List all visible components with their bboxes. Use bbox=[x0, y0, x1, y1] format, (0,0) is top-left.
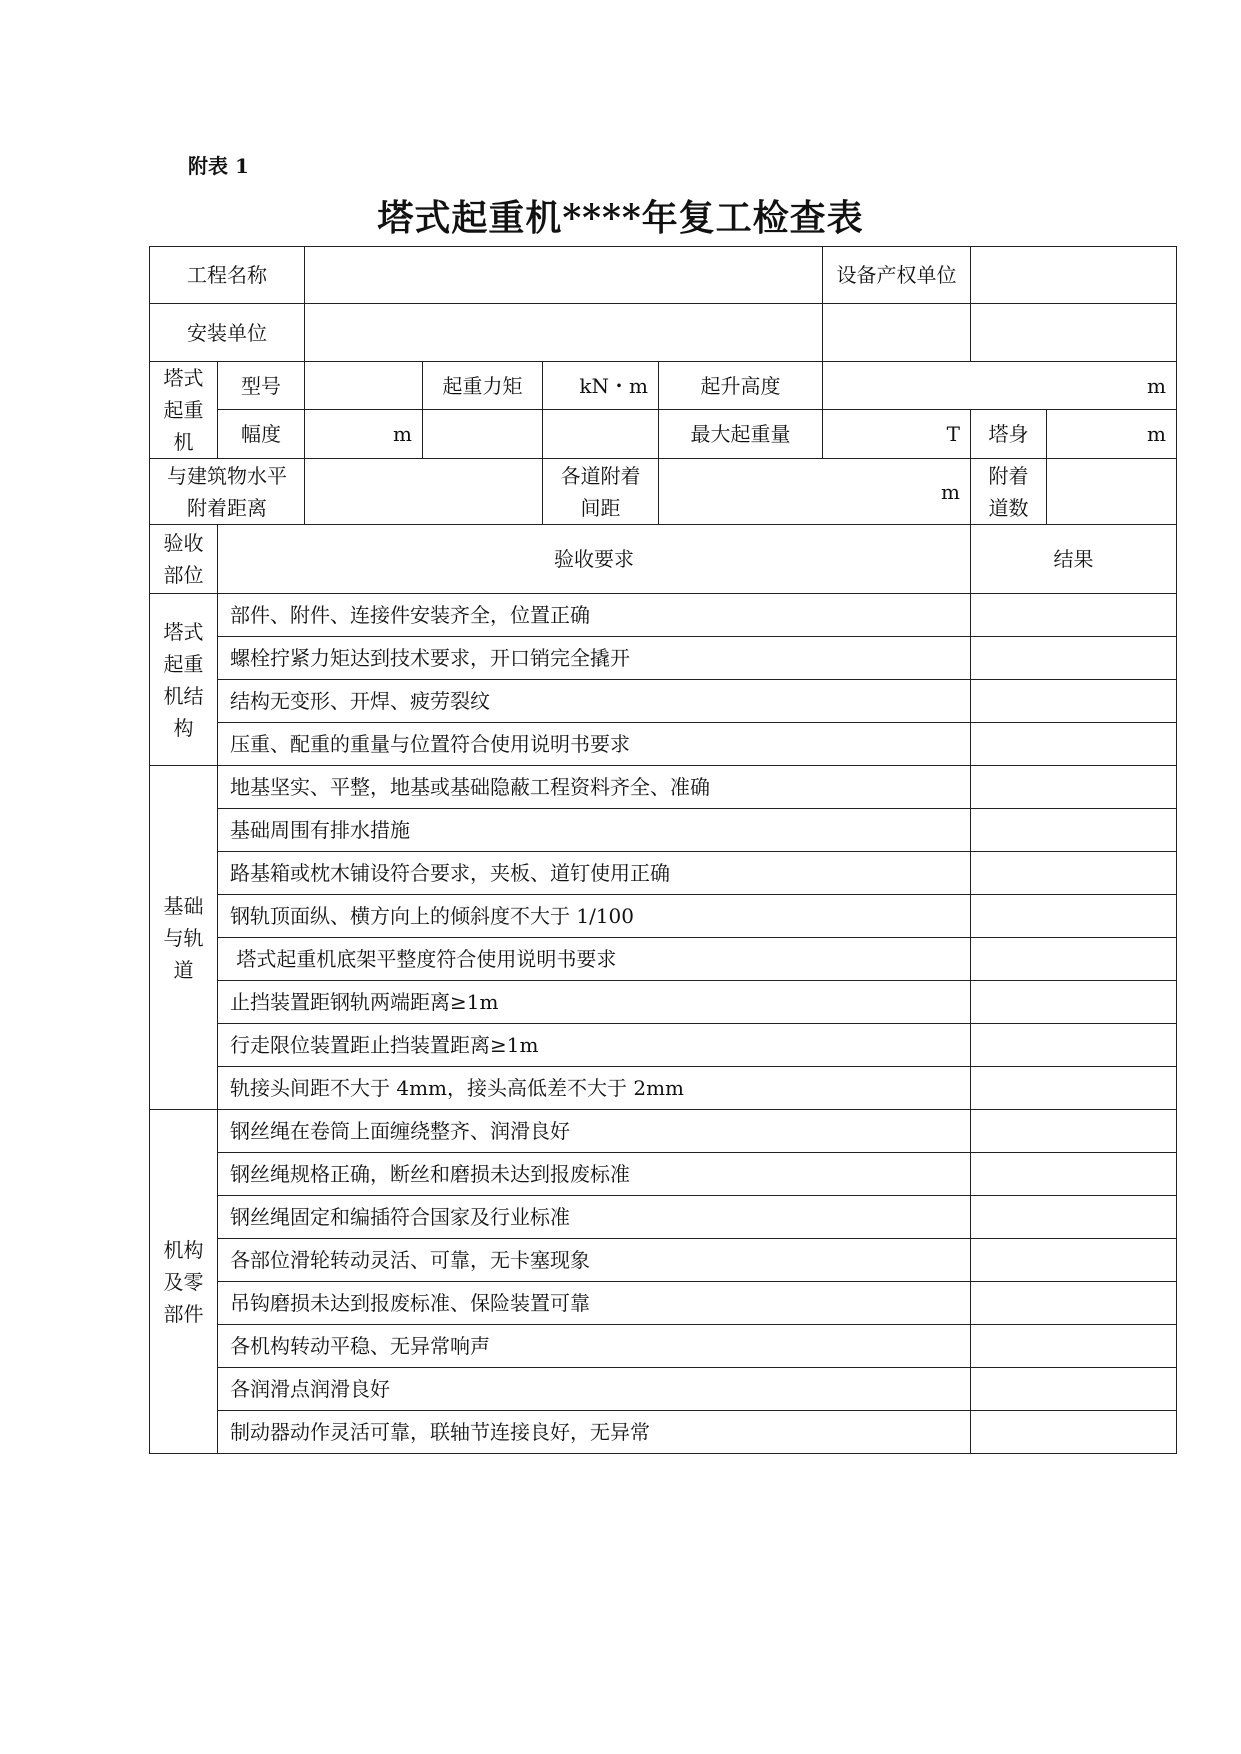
result-cell[interactable] bbox=[971, 1153, 1177, 1196]
table-row bbox=[150, 766, 1177, 809]
result-cell[interactable] bbox=[971, 938, 1177, 981]
table-row bbox=[150, 1196, 1177, 1239]
requirement-text: 压重、配重的重量与位置符合使用说明书要求 bbox=[218, 723, 971, 766]
lift-height-label: 起升高度 bbox=[659, 362, 823, 410]
result-cell[interactable] bbox=[971, 766, 1177, 809]
crane-group-label: 塔式 起重 机 bbox=[150, 362, 218, 459]
amplitude-unit[interactable]: m bbox=[305, 410, 423, 459]
requirement-text: 结构无变形、开焊、疲劳裂纹 bbox=[218, 680, 971, 723]
owner-unit-value[interactable] bbox=[971, 247, 1177, 304]
tower-body-label: 塔身 bbox=[971, 410, 1047, 459]
result-cell[interactable] bbox=[971, 1239, 1177, 1282]
requirement-text: 轨接头间距不大于 4mm，接头高低差不大于 2mm bbox=[218, 1067, 971, 1110]
project-name-label: 工程名称 bbox=[150, 247, 305, 304]
result-cell[interactable] bbox=[971, 723, 1177, 766]
requirement-text: 制动器动作灵活可靠，联轴节连接良好，无异常 bbox=[218, 1411, 971, 1454]
table-row bbox=[150, 723, 1177, 766]
attach-count-value[interactable] bbox=[1047, 459, 1177, 525]
requirement-text: 基础周围有排水措施 bbox=[218, 809, 971, 852]
install-unit-extra-2[interactable] bbox=[971, 304, 1177, 362]
table-row bbox=[150, 895, 1177, 938]
owner-unit-label: 设备产权单位 bbox=[823, 247, 971, 304]
inspection-table bbox=[149, 246, 1177, 1454]
result-cell[interactable] bbox=[971, 637, 1177, 680]
attach-distance-value[interactable] bbox=[305, 459, 543, 525]
table-row bbox=[150, 1368, 1177, 1411]
model-value[interactable] bbox=[305, 362, 423, 410]
amplitude-label: 幅度 bbox=[218, 410, 305, 459]
result-cell[interactable] bbox=[971, 1368, 1177, 1411]
section-label: 基础 与轨 道 bbox=[150, 766, 218, 1110]
result-cell[interactable] bbox=[971, 1067, 1177, 1110]
table-row bbox=[150, 594, 1177, 637]
table-row bbox=[150, 1411, 1177, 1454]
table-row bbox=[150, 1110, 1177, 1153]
requirement-text: 钢丝绳在卷筒上面缠绕整齐、润滑良好 bbox=[218, 1110, 971, 1153]
result-cell[interactable] bbox=[971, 1282, 1177, 1325]
requirement-text: 行走限位装置距止挡装置距离≥1m bbox=[218, 1024, 971, 1067]
table-row bbox=[150, 1024, 1177, 1067]
max-load-label: 最大起重量 bbox=[659, 410, 823, 459]
annex-label: 附表 1 bbox=[188, 154, 249, 178]
requirement-text: 止挡装置距钢轨两端距离≥1m bbox=[218, 981, 971, 1024]
requirement-text: 地基坚实、平整，地基或基础隐蔽工程资料齐全、准确 bbox=[218, 766, 971, 809]
table-row bbox=[150, 809, 1177, 852]
table-row bbox=[150, 981, 1177, 1024]
lifting-moment-unit[interactable]: kN・m bbox=[543, 362, 659, 410]
table-row bbox=[150, 1239, 1177, 1282]
requirement-text: 路基箱或枕木铺设符合要求，夹板、道钉使用正确 bbox=[218, 852, 971, 895]
table-row bbox=[150, 637, 1177, 680]
tower-body-unit[interactable]: m bbox=[1047, 410, 1177, 459]
result-cell[interactable] bbox=[971, 1024, 1177, 1067]
attach-spacing-unit[interactable]: m bbox=[659, 459, 971, 525]
model-label: 型号 bbox=[218, 362, 305, 410]
part-column-header: 验收 部位 bbox=[150, 525, 218, 594]
attach-count-label: 附着 道数 bbox=[971, 459, 1047, 525]
table-row bbox=[150, 1067, 1177, 1110]
requirement-text: 钢丝绳固定和编插符合国家及行业标准 bbox=[218, 1196, 971, 1239]
result-cell[interactable] bbox=[971, 852, 1177, 895]
section-label: 机构 及零 部件 bbox=[150, 1110, 218, 1454]
project-name-value[interactable] bbox=[305, 247, 823, 304]
table-row bbox=[150, 680, 1177, 723]
lift-height-unit[interactable]: m bbox=[823, 362, 1177, 410]
requirement-text: 螺栓拧紧力矩达到技术要求，开口销完全撬开 bbox=[218, 637, 971, 680]
attach-distance-label: 与建筑物水平 附着距离 bbox=[150, 459, 305, 525]
install-unit-label: 安装单位 bbox=[150, 304, 305, 362]
requirement-text: 塔式起重机底架平整度符合使用说明书要求 bbox=[218, 938, 971, 981]
requirement-text: 钢丝绳规格正确，断丝和磨损未达到报废标准 bbox=[218, 1153, 971, 1196]
page-title: 塔式起重机****年复工检查表 bbox=[377, 197, 864, 239]
table-row bbox=[150, 1153, 1177, 1196]
max-load-unit[interactable]: T bbox=[823, 410, 971, 459]
requirement-column-header: 验收要求 bbox=[218, 525, 971, 594]
table-row bbox=[150, 938, 1177, 981]
result-cell[interactable] bbox=[971, 895, 1177, 938]
result-cell[interactable] bbox=[971, 594, 1177, 637]
install-unit-value[interactable] bbox=[305, 304, 823, 362]
requirement-text: 各部位滑轮转动灵活、可靠，无卡塞现象 bbox=[218, 1239, 971, 1282]
result-cell[interactable] bbox=[971, 680, 1177, 723]
requirement-text: 各润滑点润滑良好 bbox=[218, 1368, 971, 1411]
table-row bbox=[150, 1325, 1177, 1368]
requirement-text: 钢轨顶面纵、横方向上的倾斜度不大于 1/100 bbox=[218, 895, 971, 938]
amplitude-extra-2[interactable] bbox=[543, 410, 659, 459]
result-cell[interactable] bbox=[971, 1411, 1177, 1454]
result-cell[interactable] bbox=[971, 1196, 1177, 1239]
result-column-header: 结果 bbox=[971, 525, 1177, 594]
install-unit-extra[interactable] bbox=[823, 304, 971, 362]
table-row bbox=[150, 1282, 1177, 1325]
amplitude-extra[interactable] bbox=[423, 410, 543, 459]
attach-spacing-label: 各道附着 间距 bbox=[543, 459, 659, 525]
lifting-moment-label: 起重力矩 bbox=[423, 362, 543, 410]
requirement-text: 部件、附件、连接件安装齐全，位置正确 bbox=[218, 594, 971, 637]
result-cell[interactable] bbox=[971, 809, 1177, 852]
requirement-text: 各机构转动平稳、无异常响声 bbox=[218, 1325, 971, 1368]
table-row bbox=[150, 852, 1177, 895]
result-cell[interactable] bbox=[971, 981, 1177, 1024]
requirement-text: 吊钩磨损未达到报废标准、保险装置可靠 bbox=[218, 1282, 971, 1325]
section-label: 塔式 起重 机结 构 bbox=[150, 594, 218, 766]
result-cell[interactable] bbox=[971, 1325, 1177, 1368]
result-cell[interactable] bbox=[971, 1110, 1177, 1153]
